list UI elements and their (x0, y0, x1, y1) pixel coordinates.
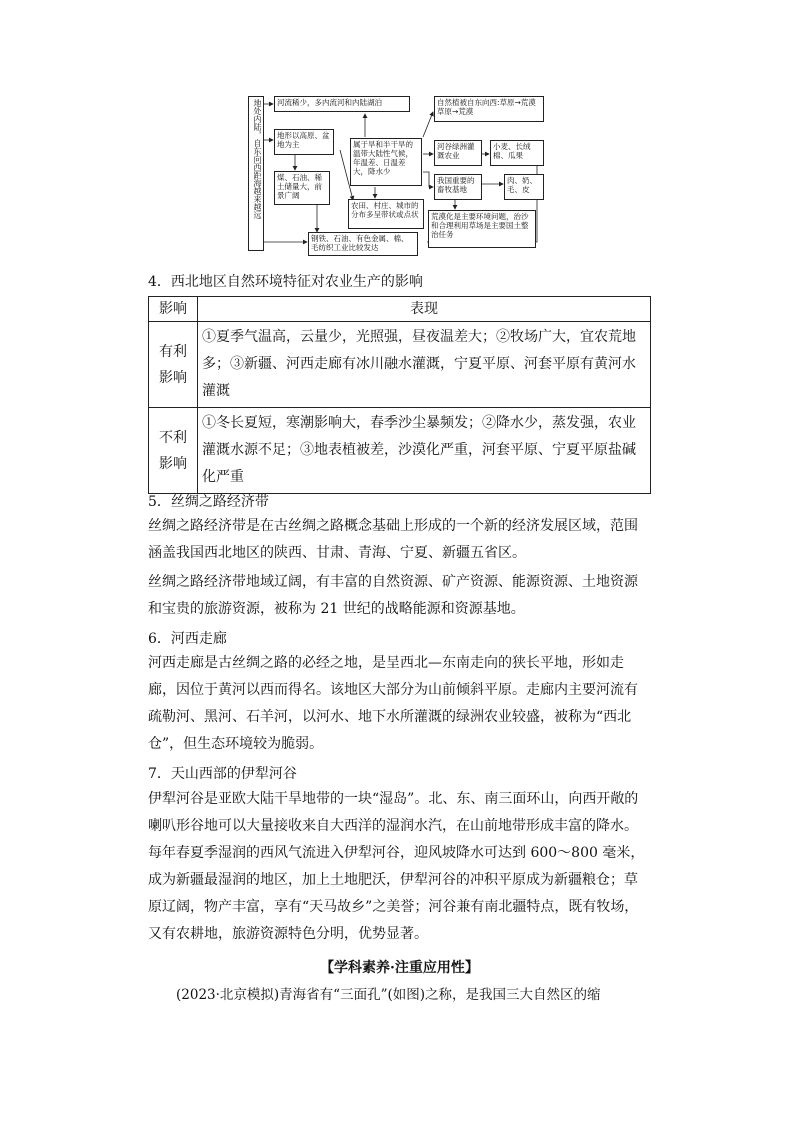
box-inland-location: 地处内陆，自东向西距海越来越远 (248, 96, 264, 251)
box-crops: 小麦、长绒棉、瓜果 (490, 140, 544, 166)
box-desertification: 荒漠化是主要环境问题，治沙和合理利用草场是主要国土整治任务 (428, 210, 536, 248)
table-row (149, 322, 651, 408)
row-label-line: 影响 (159, 455, 187, 472)
section4-heading: 4．西北地区自然环境特征对农业生产的影响 (148, 274, 423, 290)
concept-diagram (245, 92, 550, 257)
table-header-influence: 影响 (149, 297, 198, 322)
box-pasture-base: 我国重要的畜牧基地 (434, 174, 482, 200)
literacy-heading: 【学科素养·注重应用性】 (320, 960, 479, 976)
box-terrain: 地形以高原、盆地为主 (274, 129, 334, 155)
row-label-line: 有利 (159, 343, 187, 360)
row-text: ①冬长夏短，寒潮影响大，春季沙尘暴频发；②降水少，蒸发强，农业灌溉水源不足；③地表植被差，沙漠化严重，河套平原、宁夏平原盐碱化严重 (198, 408, 651, 494)
row-label (149, 408, 198, 494)
section7-paragraph: 伊犁河谷是亚欧大陆干旱地带的一块“湿岛”。北、东、南三面环山，向西开敞的喇叭形谷地可以大量接收来自大西洋的湿润水汽，在山前地带形成丰富的降水。每年春夏季湿润的西风气流进入伊犁河谷，迎风坡降水可达到 600～800 毫米，成为新疆最湿润的地区，加上土地肥沃，伊犁河谷的冲积平原成为新疆粮仓；草原辽阔，物产丰富，享有“天马故乡”之美誉；河谷兼有南北疆特点，既有牧场，又有农耕地，旅游资源特色分明，优势显著。 (148, 791, 645, 942)
box-rivers: 河流稀少，多内流河和内陆湖泊 (274, 96, 410, 112)
table-header-row (149, 297, 651, 322)
section6-heading: 6．河西走廊 (148, 631, 227, 647)
table-row (149, 408, 651, 494)
row-label-line: 影响 (159, 369, 187, 386)
box-farmland-distribution: 农田、村庄、城市的分布多呈带状或点状 (348, 199, 424, 229)
box-resources: 煤、石油、稀土储量大，前景广阔 (274, 171, 330, 205)
row-text: ①夏季气温高，云量少，光照强，昼夜温差大；②牧场广大，宜农荒地多；③新疆、河西走廊有冰川融水灌溉，宁夏平原、河套平原有黄河水灌溉 (198, 322, 651, 408)
influence-table (148, 296, 651, 494)
literacy-paragraph: (2023·北京模拟)青海省有“三面孔”(如图)之称，是我国三大自然区的缩 (176, 987, 601, 1003)
box-industry: 钢铁、石油、有色金属、棉、毛纺织工业比较发达 (308, 232, 418, 256)
box-climate: 属于旱和半干旱的温带大陆性气候，年温差、日温差大，降水少 (350, 138, 422, 186)
box-oasis-farming: 河谷绿洲灌溉农业 (434, 140, 482, 166)
row-label-line: 不利 (159, 429, 187, 446)
box-vegetation: 自然植被自东向西:草原→荒漠草原→荒漠 (434, 96, 544, 122)
section5-paragraph-1: 丝绸之路经济带是在古丝绸之路概念基础上形成的一个新的经济发展区域，范围涵盖我国西北地区的陕西、甘肃、青海、宁夏、新疆五省区。 (148, 518, 638, 561)
box-livestock-products: 肉、奶、毛、皮 (504, 174, 544, 200)
section6-paragraph: 河西走廊是古丝绸之路的必经之地，是呈西北—东南走向的狭长平地，形如走廊，因位于黄河以西而得名。该地区大部分为山前倾斜平原。走廊内主要河流有疏勒河、黑河、石羊河，以河水、地下水所灌溉的绿洲农业较盛，被称为“西北仓”，但生态环境较为脆弱。 (148, 655, 638, 752)
section5-heading: 5．丝绸之路经济带 (148, 494, 269, 510)
table-header-manifestation: 表现 (198, 297, 651, 322)
section7-heading: 7．天山西部的伊犁河谷 (148, 766, 297, 782)
section5-paragraph-2: 丝绸之路经济带地域辽阔，有丰富的自然资源、矿产资源、能源资源、土地资源和宝贵的旅游资源，被称为 21 世纪的战略能源和资源基地。 (148, 574, 638, 617)
row-label (149, 322, 198, 408)
